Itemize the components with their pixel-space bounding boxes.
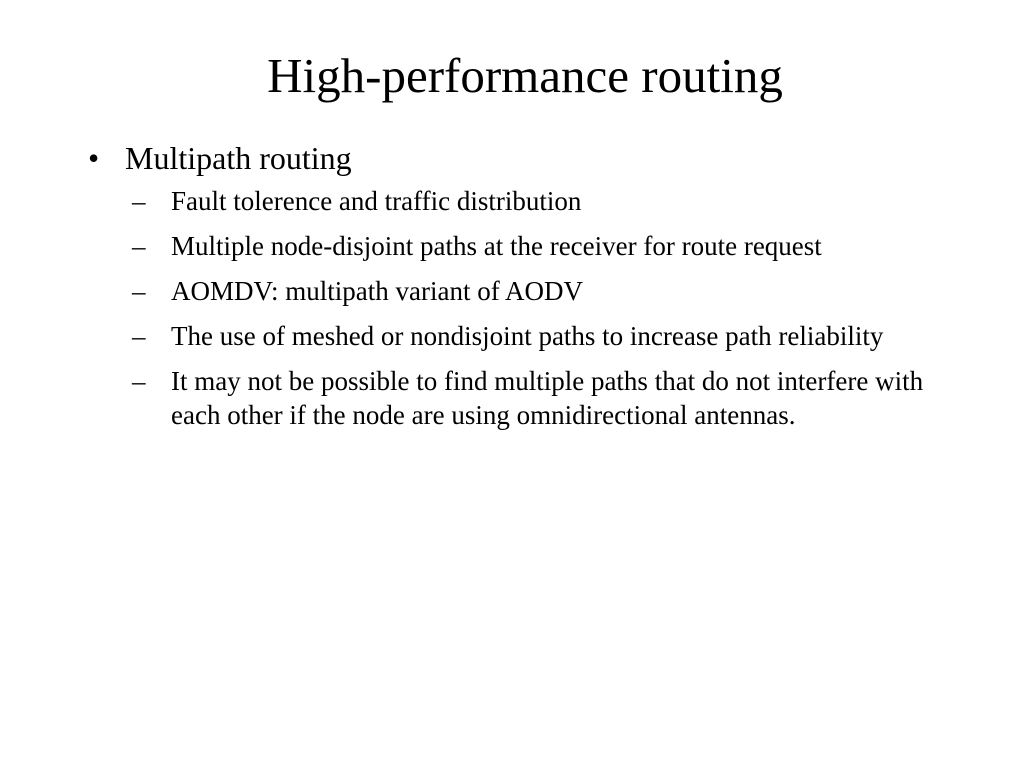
sub-bullet-marker: – [132, 366, 146, 396]
bullet-text: Multipath routing [125, 140, 352, 176]
slide-title: High-performance routing [267, 48, 783, 103]
sub-bullet-item [125, 274, 975, 308]
sub-bullet-text: It may not be possible to find multiple paths that do not interfere with each other if the node are using omnidirectional antennas. [171, 366, 924, 430]
sub-bullet-item [125, 319, 975, 353]
sub-bullet-list [125, 184, 975, 432]
sub-bullet-marker: – [132, 186, 146, 216]
sub-bullet-text: Multiple node-disjoint paths at the receiver for route request [171, 231, 822, 261]
sub-bullet-item [125, 364, 975, 432]
sub-bullet-item [125, 229, 975, 263]
sub-bullet-item [125, 184, 975, 218]
sub-bullet-text: Fault tolerence and traffic distribution [171, 186, 582, 216]
sub-bullet-text: AOMDV: multipath variant of AODV [171, 276, 583, 306]
bullet-marker: • [88, 140, 100, 176]
sub-bullet-marker: – [132, 231, 146, 261]
sub-bullet-marker: – [132, 321, 146, 351]
sub-bullet-marker: – [132, 276, 146, 306]
bullet-list [88, 138, 988, 443]
bullet-item-multipath-routing [88, 138, 988, 432]
sub-bullet-text: The use of meshed or nondisjoint paths to increase path reliability [171, 321, 884, 351]
